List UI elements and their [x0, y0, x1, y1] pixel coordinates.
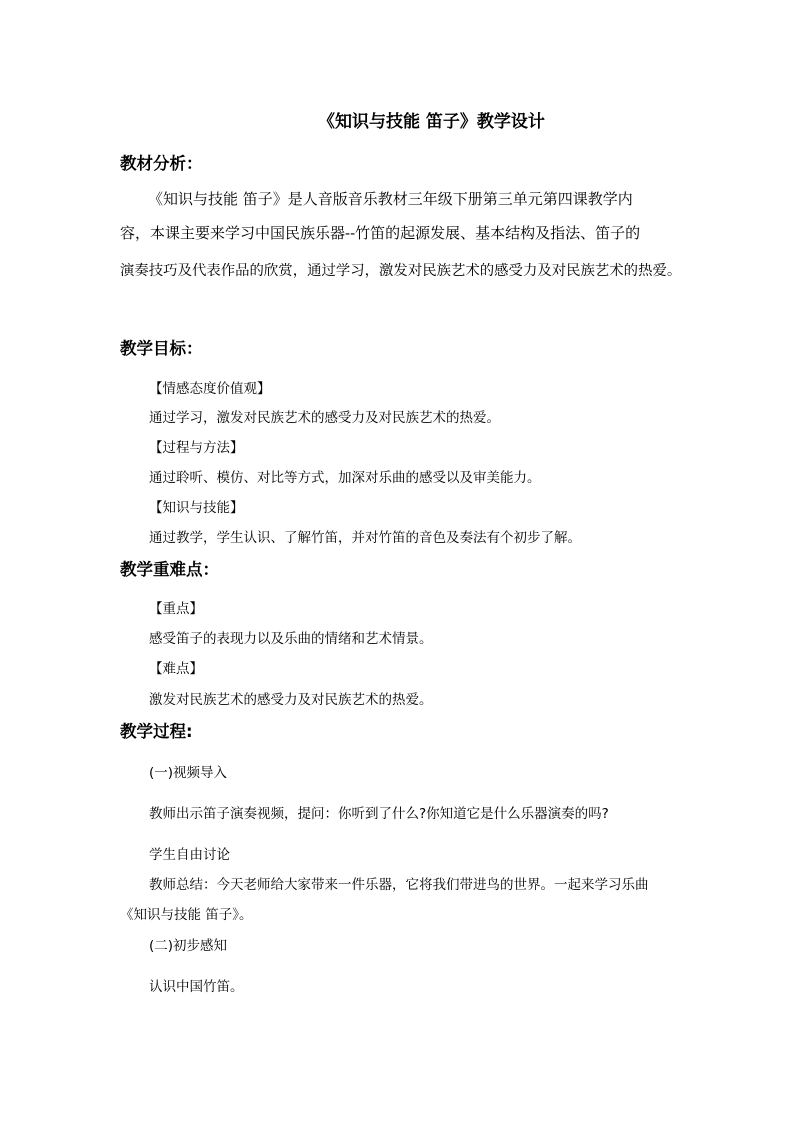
goals-heading: 教学目标：	[120, 339, 203, 358]
keypoint-label: 【重点】	[149, 601, 203, 617]
goal-text: 通过教学，学生认识、了解竹笛，并对竹笛的音色及奏法有个初步了解。	[149, 530, 581, 546]
analysis-heading: 教材分析：	[120, 154, 203, 173]
process-step: (一)视频导入	[149, 765, 228, 781]
document-title: 《知识与技能 笛子》教学设计	[318, 112, 545, 132]
process-step: 教师出示笛子演奏视频，提问：你听到了什么?你知道它是什么乐器演奏的吗?	[149, 806, 609, 822]
process-step: 教师总结：今天老师给大家带来一件乐器，它将我们带进鸟的世界。一起来学习乐曲	[149, 877, 649, 893]
process-step: 学生自由讨论	[149, 847, 230, 863]
keypoint-text: 激发对民族艺术的感受力及对民族艺术的热爱。	[149, 692, 433, 708]
goal-text: 通过学习，激发对民族艺术的感受力及对民族艺术的热爱。	[149, 410, 500, 426]
keypoint-label: 【难点】	[149, 661, 203, 677]
analysis-line: 演奏技巧及代表作品的欣赏，通过学习，激发对民族艺术的感受力及对民族艺术的热爱。	[120, 263, 682, 279]
goal-label: 【知识与技能】	[149, 500, 244, 516]
goal-label: 【情感态度价值观】	[149, 381, 271, 397]
analysis-line: 容，本课主要来学习中国民族乐器--竹笛的起源发展、基本结构及指法、笛子的	[120, 224, 641, 242]
goal-text: 通过聆听、模仿、对比等方式，加深对乐曲的感受以及审美能力。	[149, 470, 541, 486]
goal-label: 【过程与方法】	[149, 440, 244, 456]
keypoints-heading: 教学重难点：	[120, 560, 219, 579]
analysis-line: 《知识与技能 笛子》是人音版音乐教材三年级下册第三单元第四课教学内	[148, 190, 633, 208]
keypoint-text: 感受笛子的表现力以及乐曲的情绪和艺术情景。	[149, 631, 433, 647]
process-step: 认识中国竹笛。	[149, 979, 244, 995]
process-step: 《知识与技能 笛子》。	[120, 907, 253, 923]
process-step: (二)初步感知	[149, 938, 228, 954]
process-heading: 教学过程:	[120, 722, 193, 741]
